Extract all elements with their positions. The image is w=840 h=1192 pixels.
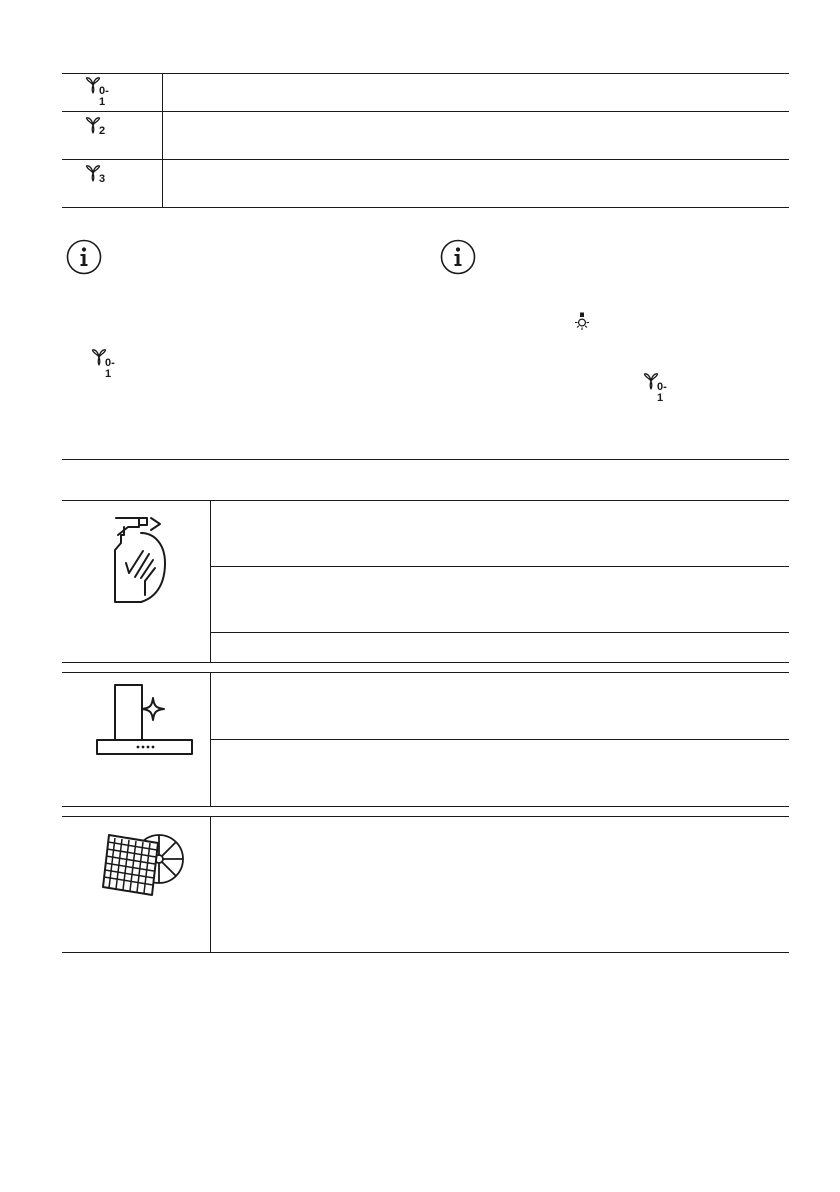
fan-speed-label: 3 xyxy=(99,173,106,185)
table-column-divider xyxy=(210,500,211,663)
light-icon xyxy=(572,312,592,339)
fan-icon xyxy=(91,348,115,380)
section-separator xyxy=(62,459,789,460)
table-border-top xyxy=(62,73,789,74)
table-border-bottom xyxy=(62,952,789,953)
spray-and-cloth-icon xyxy=(103,515,173,610)
table-column-divider xyxy=(162,73,163,208)
fan-speed-2-icon xyxy=(85,116,106,137)
table-section-border xyxy=(62,662,789,663)
info-icon xyxy=(66,239,102,280)
table-section-border xyxy=(62,816,789,817)
clean-hood-icon xyxy=(96,684,194,763)
fan-speed-3-icon xyxy=(85,164,106,185)
table-section-border xyxy=(62,806,789,807)
fan-speed-label: 2 xyxy=(99,125,106,137)
table-border-top xyxy=(62,500,789,501)
table-section-border xyxy=(62,672,789,673)
table-column-divider xyxy=(210,672,211,807)
table-row-divider xyxy=(210,632,789,633)
fan-speed-label: 0-1 xyxy=(99,85,109,108)
table-row-divider xyxy=(210,566,789,567)
fan-icon xyxy=(643,372,667,404)
table-column-divider xyxy=(210,816,211,953)
info-icon xyxy=(440,239,476,280)
fan-speed-label: 0-1 xyxy=(105,357,115,380)
table-row-divider xyxy=(62,111,789,112)
table-row-divider xyxy=(210,739,789,740)
fan-speed-0-1-icon xyxy=(85,76,109,108)
table-border-bottom xyxy=(62,207,789,208)
grease-and-carbon-filter-icon xyxy=(101,825,189,902)
fan-speed-label: 0-1 xyxy=(657,381,667,404)
table-row-divider xyxy=(62,159,789,160)
